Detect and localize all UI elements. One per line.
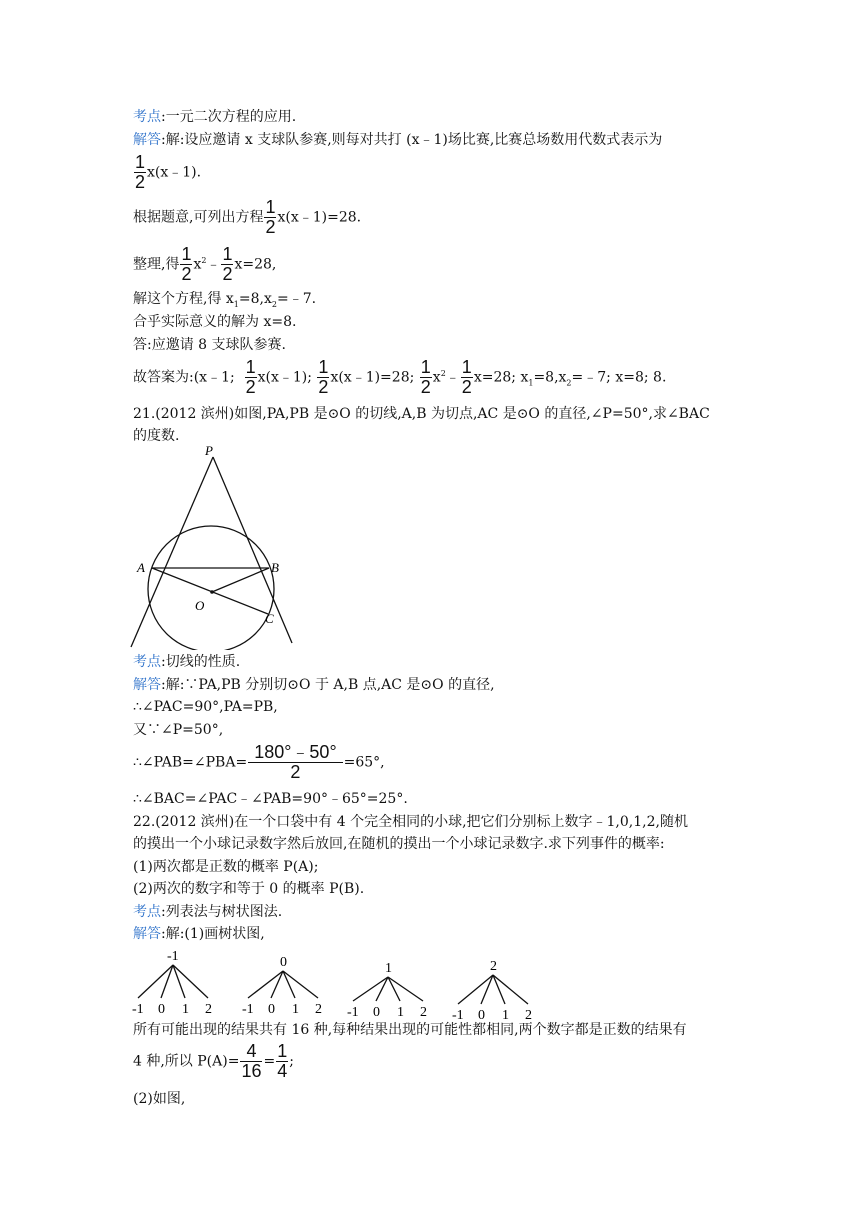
label-c: C xyxy=(265,611,274,626)
expression-line xyxy=(133,153,201,192)
tree-root-label: -1 xyxy=(167,949,179,964)
q21-step-3: 又∵∠P=50°, xyxy=(133,722,224,738)
q21-kaodian-line: 考点:切线的性质. xyxy=(133,654,241,670)
jieda-label: 解答 xyxy=(133,132,161,148)
tree-branch xyxy=(138,965,173,998)
tangent-circle-figure xyxy=(125,440,305,650)
kaodian-line xyxy=(133,108,296,126)
tree-leaf-label: -1 xyxy=(242,1002,254,1017)
jieda-line xyxy=(133,131,662,149)
label-p: P xyxy=(205,443,213,458)
solution-text: :解:设应邀请 x 支球队参赛,则每对共打 (x﹣1)场比赛,比赛总场数用代数式表示为 xyxy=(161,132,663,148)
tree-leaf-label: 2 xyxy=(205,1002,212,1017)
tree-leaf-label: 2 xyxy=(420,1005,427,1020)
tree-leaf-label: 0 xyxy=(373,1005,380,1020)
tree-root-label: 1 xyxy=(385,961,392,976)
equation-intro: 根据题意,可列出方程 xyxy=(133,209,264,226)
solve-line: 解这个方程,得 $x_1=8,x_2=﹣7$. xyxy=(133,291,317,309)
tree-branch xyxy=(283,971,318,998)
circle-o xyxy=(148,526,274,650)
jieda-label: 解答 xyxy=(133,677,161,693)
final-answer-line: 故答案为:(x﹣1; $\frac{1}{2}$ x(x﹣1); $\frac{1}{2}$ x(x﹣1)=28; $\frac{1}{2}$ $x^2﹣$ $\frac{1}{2}$ x=28; $x_1=8,x_2=﹣7$; x=8; 8. xyxy=(133,357,667,397)
question-22-part2: (2)两次的数字和等于 0 的概率 P(B). xyxy=(133,881,365,897)
question-22-text: 22.(2012 滨州)在一个口袋中有 4 个完全相同的小球,把它们分别标上数字﹣1,0,1,2,随机 xyxy=(133,814,688,830)
tangent-pa xyxy=(131,457,213,647)
tree-root-label: 0 xyxy=(280,955,287,970)
tree-leaf-label: 1 xyxy=(182,1002,189,1017)
tree-leaf-label: 1 xyxy=(502,1008,509,1020)
kaodian-label: 考点 xyxy=(133,654,161,670)
tree-leaf-label: 2 xyxy=(315,1002,322,1017)
question-22-text-cont: 的摸出一个小球记录数字然后放回,在随机的摸出一个小球记录数字.求下列事件的概率: xyxy=(133,836,665,852)
equation-text: x(x﹣1)=28. xyxy=(277,209,362,226)
tree-leaf-label: -1 xyxy=(347,1005,359,1020)
tree-branch xyxy=(248,971,283,998)
equation-line xyxy=(133,198,361,237)
q22-probability-line: 4 种,所以 P(A)= $\frac{4}{16}$ = $\frac{1}{4}$ ; xyxy=(133,1041,294,1081)
label-o: O xyxy=(195,598,205,613)
label-a: A xyxy=(137,560,145,575)
q22-result-text: 所有可能出现的结果共有 16 种,每种结果出现的可能性都相同,两个数字都是正数的结果有 xyxy=(133,1022,687,1038)
tree-leaf-label: -1 xyxy=(452,1008,464,1020)
q22-jieda-line: 解答:解:(1)画树状图, xyxy=(133,926,265,942)
simplify-intro: 整理,得 xyxy=(133,256,180,273)
tangent-pb xyxy=(213,457,292,643)
answer-line: 答:应邀请 8 支球队参赛. xyxy=(133,337,286,353)
tree-branch xyxy=(353,977,388,1001)
tree-branch xyxy=(493,975,528,1004)
q22-kaodian-line: 考点:列表法与树状图法. xyxy=(133,904,283,920)
tree-leaf-label: 0 xyxy=(478,1008,485,1020)
kaodian-text: :一元二次方程的应用. xyxy=(161,109,297,125)
tree-branch xyxy=(173,965,208,998)
valid-solution-line: 合乎实际意义的解为 x=8. xyxy=(133,314,297,330)
q22-part2-line: (2)如图, xyxy=(133,1091,186,1107)
tree-leaf-label: 0 xyxy=(268,1002,275,1017)
q21-step-4: ∴∠PAB=∠PBA= $\frac{180^\circ﹣50^\circ}{2}$ =65°, xyxy=(133,742,385,782)
label-b: B xyxy=(271,560,279,575)
fraction-half: $\frac{1}{2}$ xyxy=(420,357,431,397)
fraction-half: $\frac{1}{2}$ xyxy=(181,244,192,284)
q21-step-2: ∴∠PAC=90°,PA=PB, xyxy=(133,699,278,715)
angle-fraction: $\frac{180^\circ﹣50^\circ}{2}$ xyxy=(248,743,342,782)
question-22-part1: (1)两次都是正数的概率 P(A); xyxy=(133,859,319,875)
jieda-label: 解答 xyxy=(133,926,161,942)
fraction-half: $\frac{1}{2}$ xyxy=(318,357,329,397)
tree-branch xyxy=(458,975,493,1004)
tree-leaf-label: -1 xyxy=(132,1002,144,1017)
expression-text: x(x﹣1). xyxy=(147,164,202,181)
center-point xyxy=(210,590,214,594)
tree-branch xyxy=(388,977,423,1001)
kaodian-label: 考点 xyxy=(133,904,161,920)
fraction-half: $\frac{1}{2}$ xyxy=(135,152,146,192)
tree-leaf-label: 2 xyxy=(525,1008,532,1020)
tree-leaf-label: 1 xyxy=(397,1005,404,1020)
kaodian-label: 考点 xyxy=(133,109,161,125)
tree-root-label: 2 xyxy=(490,959,497,974)
fraction-half: $\frac{1}{2}$ xyxy=(245,357,256,397)
probability-fraction-simplified: $\frac{1}{4}$ xyxy=(277,1041,288,1081)
simplify-line: 整理,得 $\frac{1}{2}$ $x^2﹣$ $\frac{1}{2}$ x=28, xyxy=(133,244,277,284)
diameter-ac xyxy=(152,568,268,614)
fraction-half: $\frac{1}{2}$ xyxy=(265,197,276,237)
fraction-half: $\frac{1}{2}$ xyxy=(222,244,233,284)
question-21-text-cont: 的度数. xyxy=(133,428,180,444)
probability-fraction: $\frac{4}{16}$ xyxy=(241,1041,262,1081)
tree-diagram xyxy=(125,945,555,1020)
fraction-half: $\frac{1}{2}$ xyxy=(461,357,472,397)
q21-step-5: ∴∠BAC=∠PAC﹣∠PAB=90°﹣65°=25°. xyxy=(133,791,408,807)
tree-leaf-label: 1 xyxy=(292,1002,299,1017)
question-21-text: 21.(2012 滨州)如图,PA,PB 是⊙O 的切线,A,B 为切点,AC 是⊙O 的直径,∠P=50°,求∠BAC xyxy=(133,406,710,422)
tree-leaf-label: 0 xyxy=(158,1002,165,1017)
q21-jieda-line: 解答:解:∵PA,PB 分别切⊙O 于 A,B 点,AC 是⊙O 的直径, xyxy=(133,677,495,693)
radius-ob xyxy=(212,568,269,592)
